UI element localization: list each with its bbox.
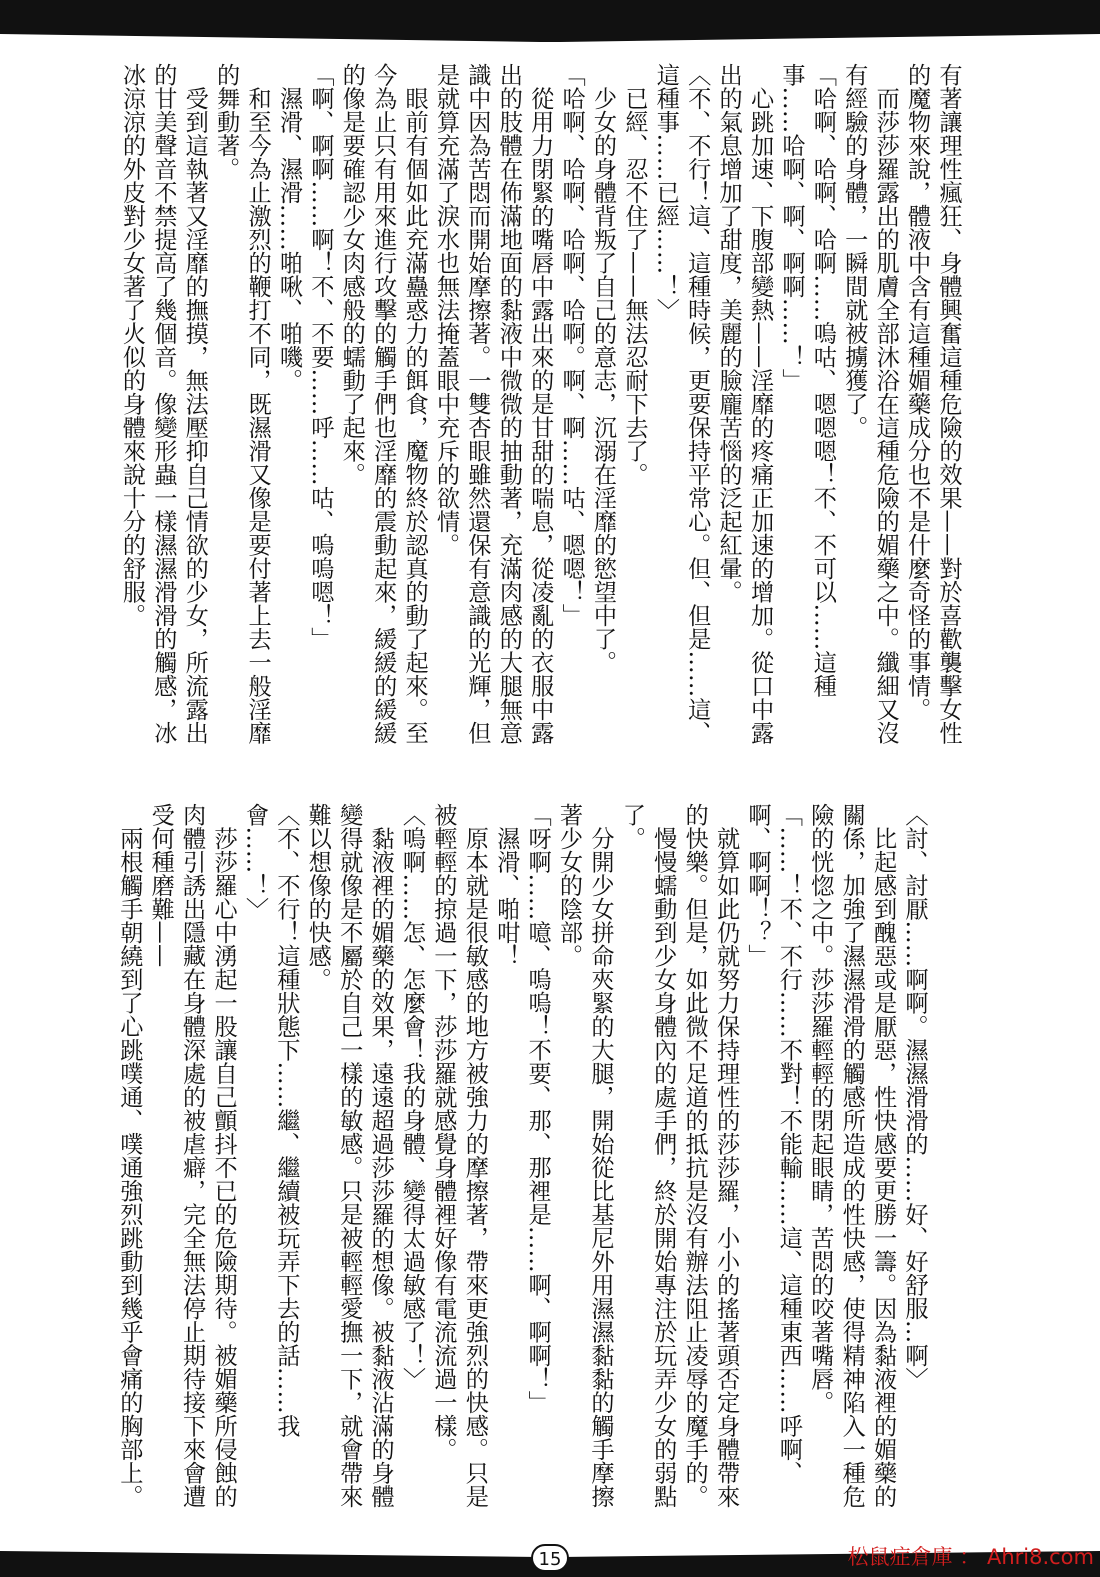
paragraph: 分開少女拼命夾緊的大腿，開始從比基尼外用濕濕黏黏的觸手摩擦著少女的陰部。 xyxy=(555,803,614,1508)
paragraph: 心跳加速、下腹部變熱——淫靡的疼痛正加速的增加。從口中露出的氣息增加了甜度，美麗的臉龐苦惱的泛起紅暈。 xyxy=(715,63,774,745)
paragraph: 從用力閉緊的嘴唇中露出來的是甘甜的喘息，從凌亂的衣服中露出的肢體在佈滿地面的黏液中微微的抽動著，充滿肉感的大腿無意識中因為苦悶而開始摩擦著。一雙杏眼雖然還保有意識的光輝，但是就算充滿了淚水也無法掩蓋眼中充斥的欲情。 xyxy=(432,63,554,745)
watermark-text: 松鼠症倉庫 ： Ahri8.com xyxy=(847,1545,1094,1569)
paragraph: 「……！不、不行……不對！不能輸……這、這種東西……呼啊、啊、啊啊！？」 xyxy=(743,803,803,1485)
paragraph: 兩根觸手朝繞到了心跳噗通、噗通強烈跳動到幾乎會痛的胸部上。 xyxy=(115,803,143,1508)
paragraph: 黏液裡的媚藥的效果，遠遠超過莎莎羅的想像。被黏液沾滿的身體變得就像是不屬於自己一樣的敏感。只是被輕輕愛撫一下，就會帶來難以想像的快感。 xyxy=(304,803,395,1508)
paragraph: 就算如此仍就努力保持理性的莎莎羅，小小的搖著頭否定身體帶來的快樂。但是，如此微不足道的抵抗是沒有辦法阻止凌辱的魔手的。 xyxy=(681,803,740,1508)
text-column-top xyxy=(74,63,964,763)
paragraph: 有著讓理性瘋狂、身體興奮這種危險的效果——對於喜歡襲擊女性的魔物來說，體液中含有這種媚藥成分也不是什麼奇怪的事情。 xyxy=(903,63,962,745)
paragraph: 濕滑、濕滑……啪啾、啪嘰。 xyxy=(275,63,303,392)
paragraph: 「哈啊、哈啊、哈啊、哈啊。啊、啊……咕、嗯嗯！」 xyxy=(558,63,586,627)
paragraph: 受到這執著又淫靡的撫摸，無法壓抑自己情欲的少女，所流露出的甘美聲音不禁提高了幾個音。像變形蟲一樣濕濕滑滑的觸感，冰冰涼涼的外皮對少女著了火似的身體來說十分的舒服。 xyxy=(118,63,209,745)
paragraph: 而莎莎羅露出的肌膚全部沐浴在這種危險的媚藥之中。纖細又沒有經驗的身體，一瞬間就被擄獲了。 xyxy=(840,63,900,745)
text-column-bottom xyxy=(40,803,930,1523)
paragraph: 「呀啊……噫、嗚嗚！不要、那、那裡是……啊、啊啊！」 xyxy=(524,803,552,1414)
page-number: 15 xyxy=(531,1544,569,1572)
paragraph: 「哈啊、哈啊、哈啊……嗚咕、嗯嗯嗯！不、不可以……這種事……哈啊、啊、啊啊……！」 xyxy=(777,63,837,698)
paragraph: 〈討、討厭……啊啊。濕濕滑滑的……好、好舒服…啊〉 xyxy=(901,803,928,1391)
paragraph: 比起感到醜惡或是厭惡，性快感要更勝一籌。因為黏液裡的媚藥的關係，加強了濕濕滑滑的觸感所造成的性快感，使得精神陷入一種危險的恍惚之中。莎莎羅輕輕的閉起眼睛，苦悶的咬著嘴唇。 xyxy=(806,803,897,1508)
paragraph: 〈不、不行！這種狀態下……繼、繼續被玩弄下去的話……我會……！〉 xyxy=(241,803,300,1438)
paragraph: 慢慢蠕動到少女身體內的處手們，終於開始專注於玩弄少女的弱點了。 xyxy=(618,803,677,1508)
paragraph: 〈嗚啊……怎、怎麼會！我的身體、變得太過敏感了！〉 xyxy=(398,803,426,1391)
top-ornament-bar xyxy=(0,0,1100,42)
paragraph: 眼前有個如此充滿蠱惑力的餌食，魔物終於認真的動了起來。至今為止只有用來進行攻擊的觸手們也淫靡的震動起來，緩緩的緩緩的像是要確認少女肉感般的蠕動了起來。 xyxy=(338,63,429,745)
paragraph: 少女的身體背叛了自己的意志，沉溺在淫靡的慾望中了。 xyxy=(589,63,617,674)
paragraph: 和至今為止激烈的鞭打不同，既濕滑又像是要付著上去一般淫靡的舞動著。 xyxy=(212,63,272,745)
paragraph: 莎莎羅心中湧起一股讓自己顫抖不已的危險期待。被媚藥所侵蝕的肉體引誘出隱藏在身體深處的被虐癖，完全無法停止期待接下來會遭受何種磨難—— xyxy=(147,803,238,1508)
paragraph: 原本就是很敏感的地方被強力的摩擦著，帶來更強烈的快感。只是被輕輕的掠過一下，莎莎羅就感覺身體裡好像有電流流過一樣。 xyxy=(429,803,489,1508)
section-divider xyxy=(40,785,1060,786)
paragraph: 濕滑、啪咁！ xyxy=(492,803,520,968)
paragraph: 「啊、啊啊……啊！不、不要……呼……咕、嗚嗚嗯！」 xyxy=(306,63,334,651)
paragraph: 〈不、不行！這、這種時候，更要保持平常心。但、但是……這、這種事……已經……！〉 xyxy=(652,63,711,745)
paragraph: 已經、忍不住了——無法忍耐下去了。 xyxy=(620,63,648,486)
